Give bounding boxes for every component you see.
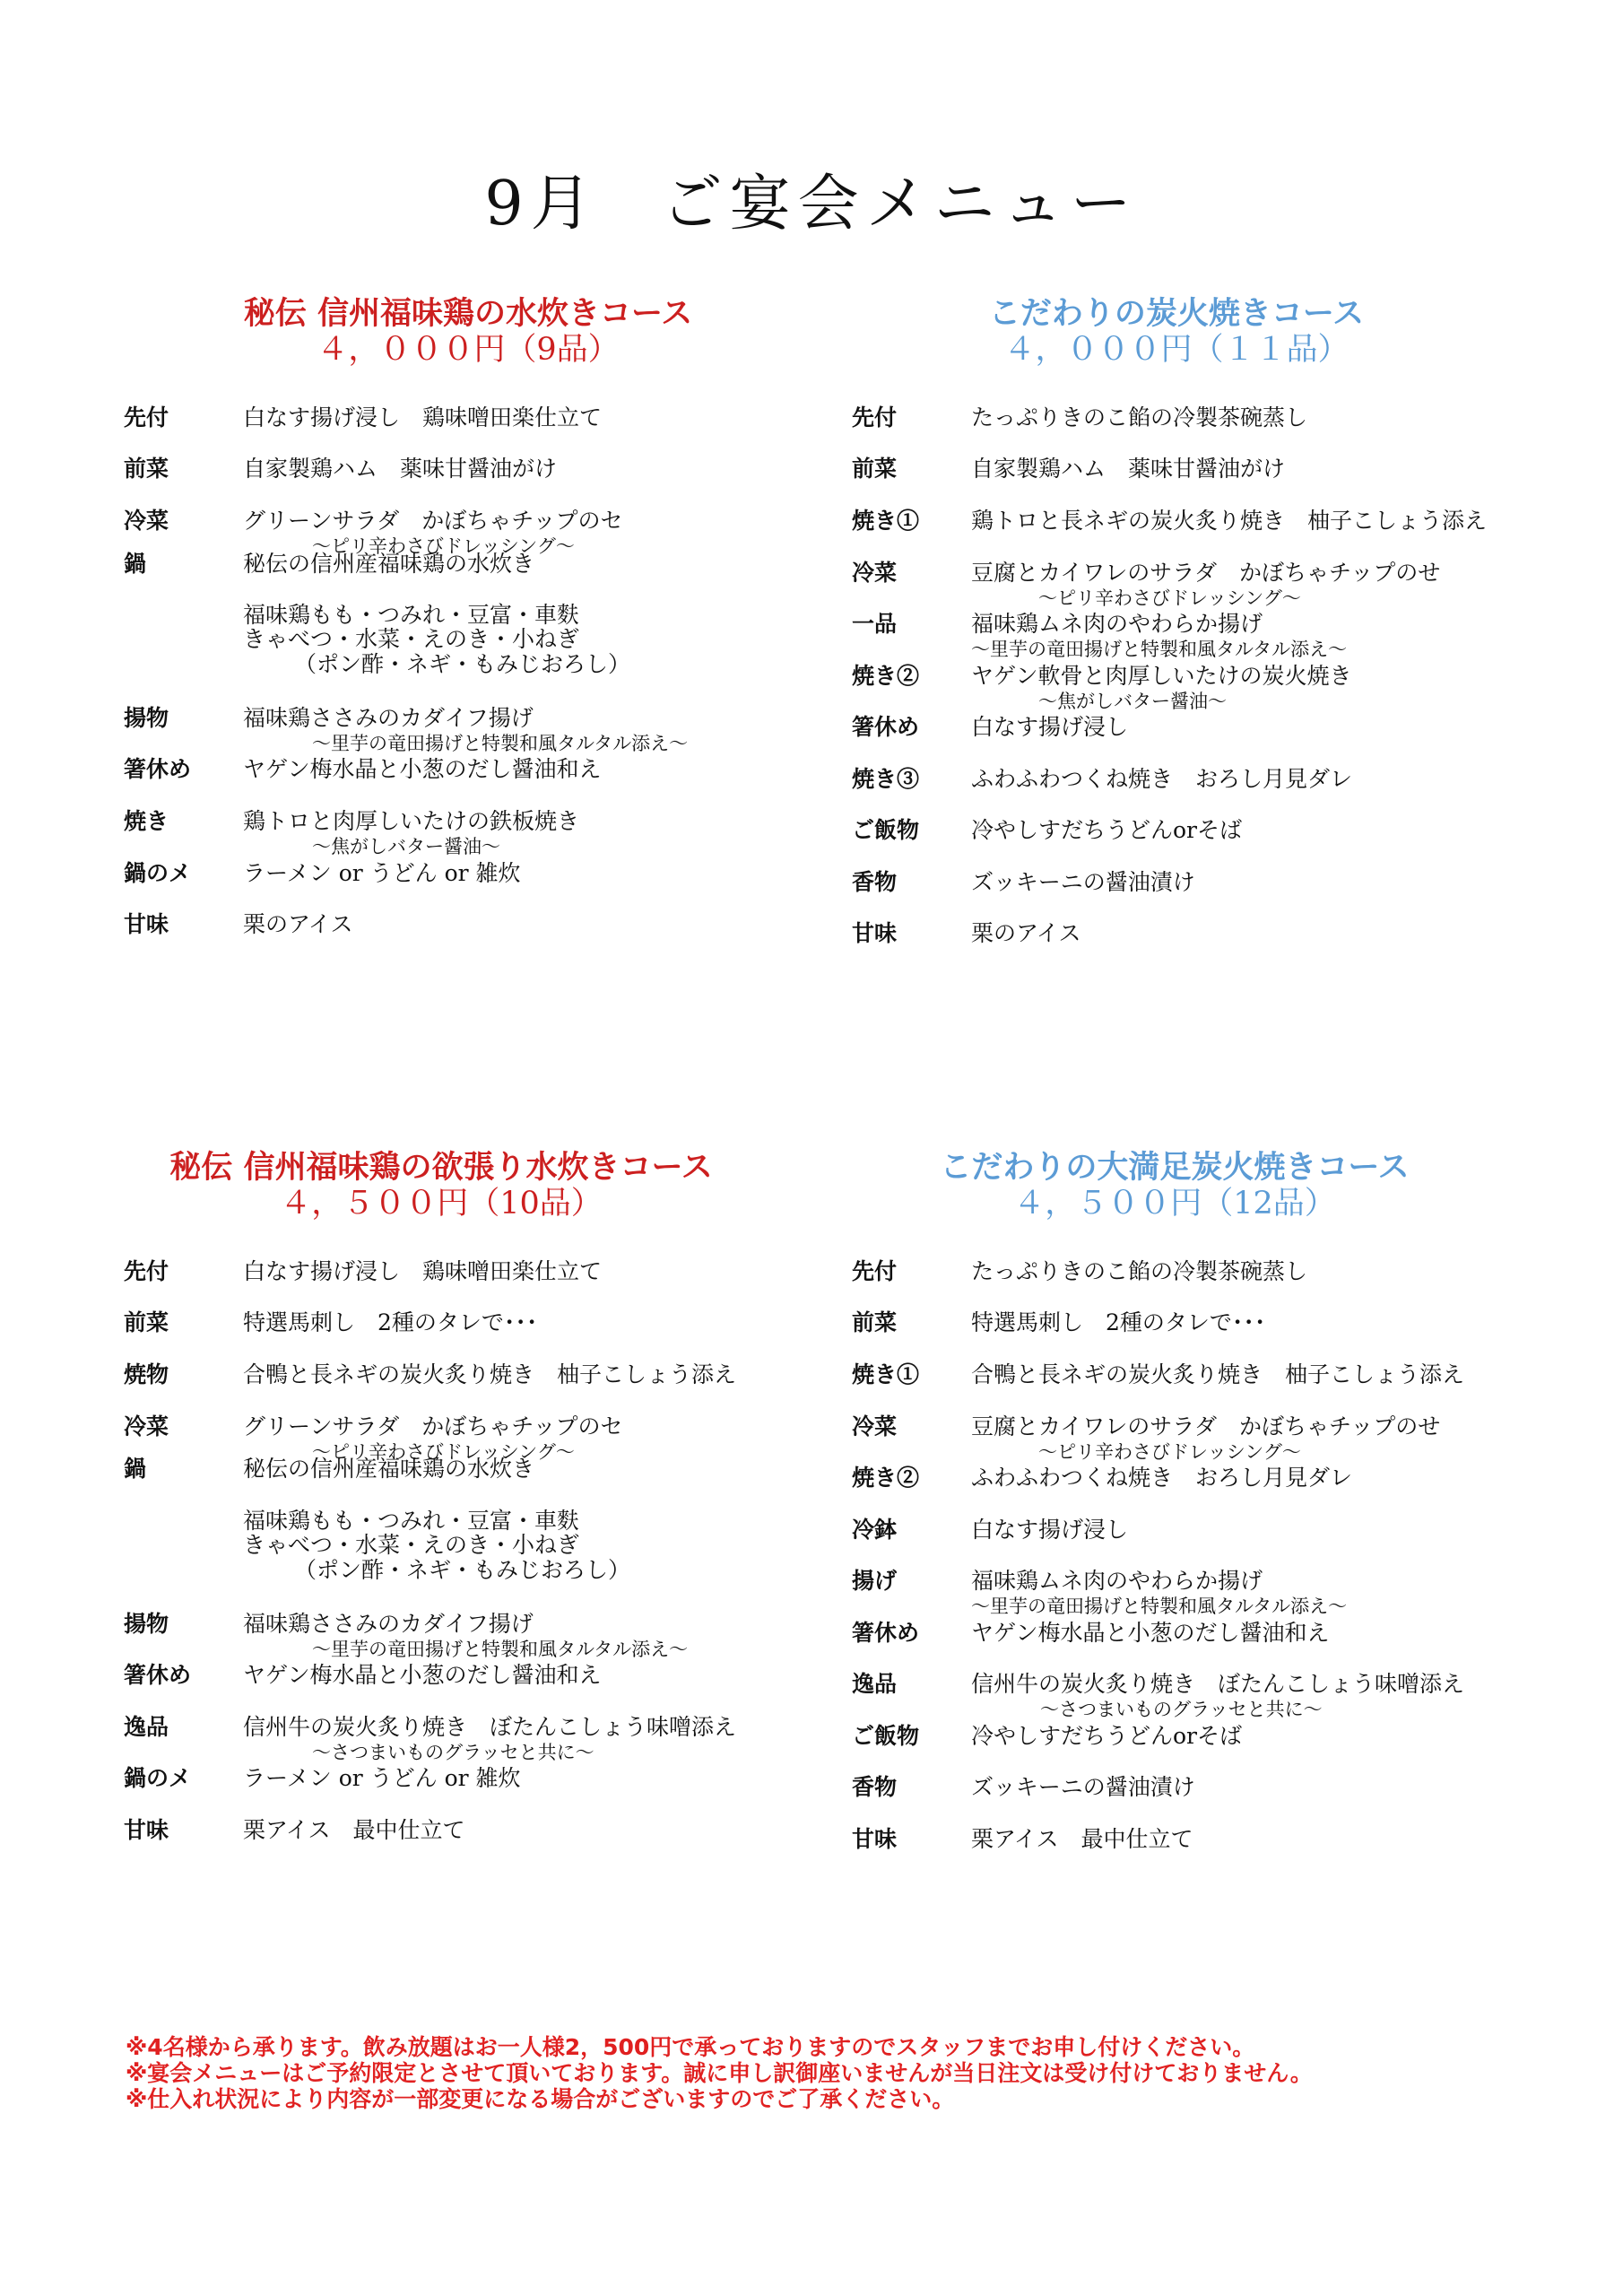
item-text: きゃべつ・水菜・えのき・小ねぎ <box>243 626 580 652</box>
course-header <box>109 296 827 368</box>
item-text: 福味鶏もも・つみれ・豆富・車麩 <box>243 602 580 628</box>
item-label: 甘味 <box>124 911 169 937</box>
item-text: 合鴨と長ネギの炭火炙り焼き 柚子こしょう添え <box>971 1361 1465 1387</box>
item-label: ご飯物 <box>852 1723 920 1749</box>
item-text: 秘伝の信州産福味鶏の水炊き <box>243 1456 535 1482</box>
item-label: 香物 <box>852 1774 898 1800</box>
item-text: 冷やしすだちうどんorそば <box>971 817 1243 843</box>
item-subtext: ～ピリ辛わさびドレッシング～ <box>1038 587 1301 609</box>
item-label: 箸休め <box>852 1620 920 1646</box>
item-text: ラーメン or うどん or 雑炊 <box>243 1765 521 1791</box>
item-subtext: ～ピリ辛わさびドレッシング～ <box>312 1441 575 1463</box>
item-label: 前菜 <box>124 1309 169 1335</box>
item-text: ズッキーニの醤油漬け <box>971 869 1195 895</box>
item-text: ラーメン or うどん or 雑炊 <box>243 860 521 886</box>
item-text: 豆腐とカイワレのサラダ かぼちゃチップのせ <box>971 1413 1441 1439</box>
item-label: 焼物 <box>124 1361 169 1387</box>
item-label: 冷菜 <box>852 560 898 586</box>
course-name: こだわりの大満足炭火焼きコース <box>940 1149 1410 1186</box>
item-label: 焼き① <box>852 508 920 534</box>
item-text: 栗アイス 最中仕立て <box>971 1826 1193 1852</box>
item-label: 一品 <box>852 611 898 637</box>
item-subtext: ～さつまいものグラッセと共に～ <box>1040 1699 1323 1720</box>
course-header <box>82 1150 800 1222</box>
title-text: ご宴会メニュー <box>661 169 1139 239</box>
note-line: ※仕入れ状況により内容が一部変更になる場合がございますのでご了承ください。 <box>126 2086 955 2112</box>
course-price: ４，０００円（9品） <box>317 332 620 368</box>
item-text: 白なす揚げ浸し <box>971 1517 1129 1543</box>
item-label: 冷菜 <box>124 1413 169 1439</box>
course-daimanzoku-sumibiyaki <box>852 1149 1569 1852</box>
course-mizutaki <box>124 295 841 937</box>
item-label: 香物 <box>852 869 898 895</box>
course-name: 秘伝 信州福味鶏の欲張り水炊きコース <box>169 1149 713 1186</box>
item-text: 福味鶏もも・つみれ・豆富・車麩 <box>243 1508 580 1534</box>
item-label: 冷菜 <box>124 508 169 534</box>
item-text: 特選馬刺し 2種のタレで･･･ <box>971 1309 1266 1335</box>
item-label: 箸休め <box>124 1662 192 1688</box>
item-text: ヤゲン軟骨と肉厚しいたけの炭火焼き <box>971 663 1352 689</box>
item-label: 甘味 <box>124 1817 169 1843</box>
course-price: ４，５００円（10品） <box>280 1186 603 1222</box>
page-title <box>0 169 1623 240</box>
item-text: 白なす揚げ浸し <box>971 714 1129 740</box>
item-text: ヤゲン梅水晶と小葱のだし醤油和え <box>243 756 602 782</box>
item-text: 鶏トロと肉厚しいたけの鉄板焼き <box>243 808 580 834</box>
item-text: 信州牛の炭火炙り焼き ぼたんこしょう味噌添え <box>243 1714 737 1740</box>
item-text: 鶏トロと長ネギの炭火炙り焼き 柚子こしょう添え <box>971 508 1488 534</box>
item-text: （ポン酢・ネギ・もみじおろし） <box>294 1557 631 1583</box>
item-subtext: ～ピリ辛わさびドレッシング～ <box>1038 1441 1301 1463</box>
item-subtext: ～焦がしバター醤油～ <box>312 836 500 857</box>
item-label: 鍋 <box>124 551 147 577</box>
item-text: たっぷりきのこ餡の冷製茶碗蒸し <box>971 1258 1308 1284</box>
item-label: 鍋のメ <box>124 1765 192 1791</box>
item-label: 逸品 <box>852 1671 898 1697</box>
item-label: 箸休め <box>124 756 192 782</box>
item-text: ふわふわつくね焼き おろし月見ダレ <box>971 1465 1353 1491</box>
item-text: 栗アイス 最中仕立て <box>243 1817 465 1843</box>
item-subtext: ～焦がしバター醤油～ <box>1038 691 1227 712</box>
item-label: 揚物 <box>124 705 169 731</box>
item-label: 前菜 <box>124 456 169 482</box>
item-subtext: ～ピリ辛わさびドレッシング～ <box>312 535 575 557</box>
item-label: 甘味 <box>852 1826 898 1852</box>
item-subtext: ～里芋の竜田揚げと特製和風タルタル添え～ <box>971 639 1348 660</box>
item-text: ヤゲン梅水晶と小葱のだし醤油和え <box>243 1662 602 1688</box>
item-text: 秘伝の信州産福味鶏の水炊き <box>243 551 535 577</box>
note-line: ※4名様から承ります。飲み放題はお一人様2，500円で承っておりますのでスタッフまでお申し付けください。 <box>126 2034 1255 2060</box>
item-label: 鍋 <box>124 1456 147 1482</box>
item-label: 先付 <box>852 404 898 430</box>
item-text: 合鴨と長ネギの炭火炙り焼き 柚子こしょう添え <box>243 1361 737 1387</box>
item-label: 前菜 <box>852 456 898 482</box>
item-text: 冷やしすだちうどんorそば <box>971 1723 1243 1749</box>
course-sumibiyaki <box>852 295 1569 946</box>
course-header <box>818 296 1535 368</box>
item-subtext: ～里芋の竜田揚げと特製和風タルタル添え～ <box>312 1639 689 1660</box>
course-header <box>816 1150 1533 1222</box>
item-text: 福味鶏ささみのカダイフ揚げ <box>243 1611 534 1637</box>
item-text: 自家製鶏ハム 薬味甘醤油がけ <box>971 456 1286 482</box>
item-text: グリーンサラダ かぼちゃチップのセ <box>243 508 623 534</box>
item-label: 冷菜 <box>852 1413 898 1439</box>
item-subtext: ～里芋の竜田揚げと特製和風タルタル添え～ <box>971 1596 1348 1617</box>
item-label: 焼き① <box>852 1361 920 1387</box>
item-label: 甘味 <box>852 920 898 946</box>
item-label: 揚物 <box>124 1611 169 1637</box>
item-text: たっぷりきのこ餡の冷製茶碗蒸し <box>971 404 1308 430</box>
item-text: 福味鶏ムネ肉のやわらか揚げ <box>971 1568 1263 1594</box>
item-text: 福味鶏ムネ肉のやわらか揚げ <box>971 611 1263 637</box>
item-label: 箸休め <box>852 714 920 740</box>
item-label: 先付 <box>124 1258 169 1284</box>
item-text: （ポン酢・ネギ・もみじおろし） <box>294 651 631 677</box>
item-label: 逸品 <box>124 1714 169 1740</box>
course-name: こだわりの炭火焼きコース <box>988 295 1365 332</box>
item-label: ご飯物 <box>852 817 920 843</box>
item-subtext: ～さつまいものグラッセと共に～ <box>312 1742 595 1763</box>
item-text: ヤゲン梅水晶と小葱のだし醤油和え <box>971 1620 1330 1646</box>
item-text: 特選馬刺し 2種のタレで･･･ <box>243 1309 538 1335</box>
course-name: 秘伝 信州福味鶏の水炊きコース <box>243 295 693 332</box>
item-label: 焼き② <box>852 1465 920 1491</box>
item-label: 先付 <box>124 404 169 430</box>
note-line: ※宴会メニューはご予約限定とさせて頂いております。誠に申し訳御座いませんが当日注文は受け付けておりません。 <box>126 2060 1313 2086</box>
item-label: 焼き <box>124 808 169 834</box>
item-label: 冷鉢 <box>852 1517 898 1543</box>
item-label: 焼き③ <box>852 766 920 792</box>
item-text: 福味鶏ささみのカダイフ揚げ <box>243 705 534 731</box>
item-text: きゃべつ・水菜・えのき・小ねぎ <box>243 1532 580 1558</box>
item-text: 白なす揚げ浸し 鶏味噌田楽仕立て <box>243 404 603 430</box>
title-month: 9月 <box>484 169 599 239</box>
item-subtext: ～里芋の竜田揚げと特製和風タルタル添え～ <box>312 733 689 754</box>
item-text: ズッキーニの醤油漬け <box>971 1774 1195 1800</box>
item-text: グリーンサラダ かぼちゃチップのセ <box>243 1413 623 1439</box>
item-label: 焼き② <box>852 663 920 689</box>
item-text: 自家製鶏ハム 薬味甘醤油がけ <box>243 456 558 482</box>
item-label: 先付 <box>852 1258 898 1284</box>
item-text: ふわふわつくね焼き おろし月見ダレ <box>971 766 1353 792</box>
footer-notes <box>126 2034 1524 2112</box>
course-yokubari-mizutaki <box>124 1149 841 1843</box>
course-price: ４，０００円（１１品） <box>1003 332 1350 368</box>
item-label: 揚げ <box>852 1568 898 1594</box>
item-text: 栗のアイス <box>971 920 1081 946</box>
item-text: 白なす揚げ浸し 鶏味噌田楽仕立て <box>243 1258 603 1284</box>
item-label: 前菜 <box>852 1309 898 1335</box>
course-price: ４，５００円（12品） <box>1013 1186 1336 1222</box>
item-text: 豆腐とカイワレのサラダ かぼちゃチップのせ <box>971 560 1441 586</box>
item-text: 信州牛の炭火炙り焼き ぼたんこしょう味噌添え <box>971 1671 1465 1697</box>
item-label: 鍋のメ <box>124 860 192 886</box>
item-text: 栗のアイス <box>243 911 353 937</box>
